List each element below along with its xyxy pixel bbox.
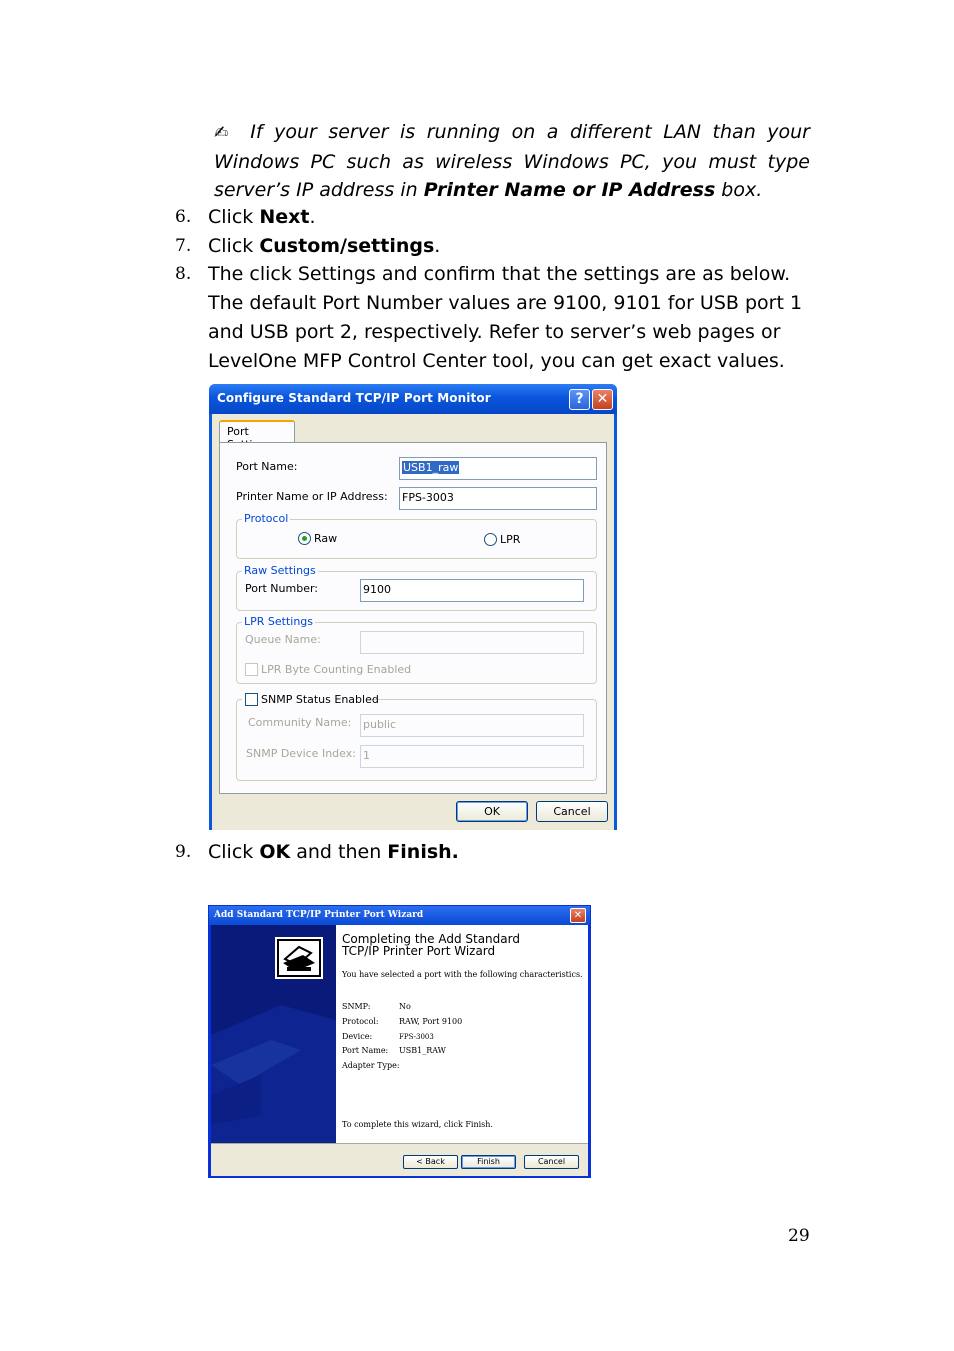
summary-key: Port Name:: [342, 1046, 389, 1055]
back-button[interactable]: < Back: [403, 1155, 458, 1169]
step-text-line: LevelOne MFP Control Center tool, you can get exact values.: [208, 350, 785, 372]
wizard-side-banner: [211, 925, 336, 1143]
snmp-group: [236, 699, 597, 781]
raw-settings-title: Raw Settings: [244, 564, 316, 577]
printer-name-label: Printer Name or IP Address:: [236, 490, 388, 503]
wizard-content: [336, 925, 588, 1143]
note-paragraph: [214, 118, 810, 205]
summary-key: Device:: [342, 1032, 373, 1041]
step-number: 9.: [175, 842, 192, 862]
summary-key: Adapter Type:: [342, 1061, 400, 1070]
snmp-device-index-label: SNMP Device Index:: [246, 747, 356, 760]
step-text-line: The click Settings and confirm that the settings are as below.: [208, 263, 791, 285]
dialog-title-bar: [209, 384, 617, 414]
configure-port-dialog: [209, 384, 617, 830]
close-icon[interactable]: ✕: [592, 389, 613, 410]
port-settings-panel: [219, 442, 607, 794]
wizard-title-bar: [209, 906, 590, 925]
wizard-banner-graphic: [211, 925, 336, 1143]
dialog-title: Configure Standard TCP/IP Port Monitor: [217, 391, 491, 405]
lpr-byte-label: LPR Byte Counting Enabled: [261, 663, 412, 676]
step-text: Click OK and then Finish.: [208, 841, 459, 863]
wizard-footer: [211, 1143, 588, 1176]
summary-value: RAW, Port 9100: [399, 1017, 463, 1026]
summary-key: SNMP:: [342, 1002, 371, 1011]
pen-icon: ✍: [214, 123, 229, 143]
close-icon[interactable]: ✕: [570, 908, 586, 923]
lpr-label: LPR: [500, 533, 521, 546]
wizard-title: Add Standard TCP/IP Printer Port Wizard: [214, 910, 424, 920]
port-wizard-dialog: [208, 905, 591, 1178]
raw-label: Raw: [314, 532, 338, 545]
step-number: 8.: [175, 264, 192, 284]
summary-key: Protocol:: [342, 1017, 379, 1026]
finish-button[interactable]: Finish: [461, 1155, 516, 1169]
port-number-input[interactable]: 9100: [360, 579, 584, 602]
queue-name-label: Queue Name:: [245, 633, 321, 646]
snmp-label: SNMP Status Enabled: [261, 693, 379, 706]
step-text: Click Custom/settings.: [208, 235, 441, 257]
snmp-device-index-input[interactable]: 1: [360, 745, 584, 768]
community-name-label: Community Name:: [248, 716, 352, 729]
wizard-heading: Completing the Add Standard TCP/IP Printer Port Wizard: [342, 932, 520, 958]
printer-name-input[interactable]: FPS-3003: [399, 487, 597, 510]
cancel-button[interactable]: Cancel: [536, 801, 608, 822]
summary-value: No: [399, 1002, 411, 1011]
step-number: 6.: [175, 207, 192, 227]
page-number: 29: [788, 1226, 810, 1246]
summary-value: USB1_RAW: [399, 1046, 446, 1055]
snmp-checkbox[interactable]: [245, 693, 258, 706]
dialog-body: [212, 414, 614, 830]
note-text: If your server is running on a different LAN than your Windows PC such as wireless Windows PC, you must type server’s IP address in: [214, 121, 810, 201]
community-name-input[interactable]: public: [360, 714, 584, 737]
port-name-label: Port Name:: [236, 460, 298, 473]
raw-radio[interactable]: [298, 532, 311, 545]
wizard-intro: You have selected a port with the following characteristics.: [342, 970, 583, 979]
tab-port-settings[interactable]: Port: [219, 420, 295, 443]
ok-button[interactable]: OK: [456, 801, 528, 822]
protocol-group-title: Protocol: [244, 512, 289, 525]
protocol-group: [236, 519, 597, 559]
step-text-line: and USB port 2, respectively. Refer to server’s web pages or: [208, 321, 781, 343]
help-icon[interactable]: ?: [569, 389, 590, 410]
step-text-line: The default Port Number values are 9100, 9101 for USB port 1: [208, 292, 803, 314]
summary-value: FPS-3003: [399, 1033, 434, 1041]
queue-name-input[interactable]: [360, 631, 584, 654]
lpr-settings-title: LPR Settings: [244, 615, 314, 628]
cancel-button[interactable]: Cancel: [524, 1155, 579, 1169]
lpr-radio[interactable]: [484, 533, 497, 546]
port-number-label: Port Number:: [245, 582, 319, 595]
step-number: 7.: [175, 236, 192, 256]
lpr-byte-checkbox[interactable]: [245, 663, 258, 676]
note-text-end: box.: [715, 179, 763, 201]
step-text: Click Next.: [208, 206, 316, 228]
port-name-input[interactable]: USB1_raw: [399, 457, 597, 480]
finish-hint: To complete this wizard, click Finish.: [342, 1120, 493, 1129]
note-bold: Printer Name or IP Address: [423, 179, 716, 201]
